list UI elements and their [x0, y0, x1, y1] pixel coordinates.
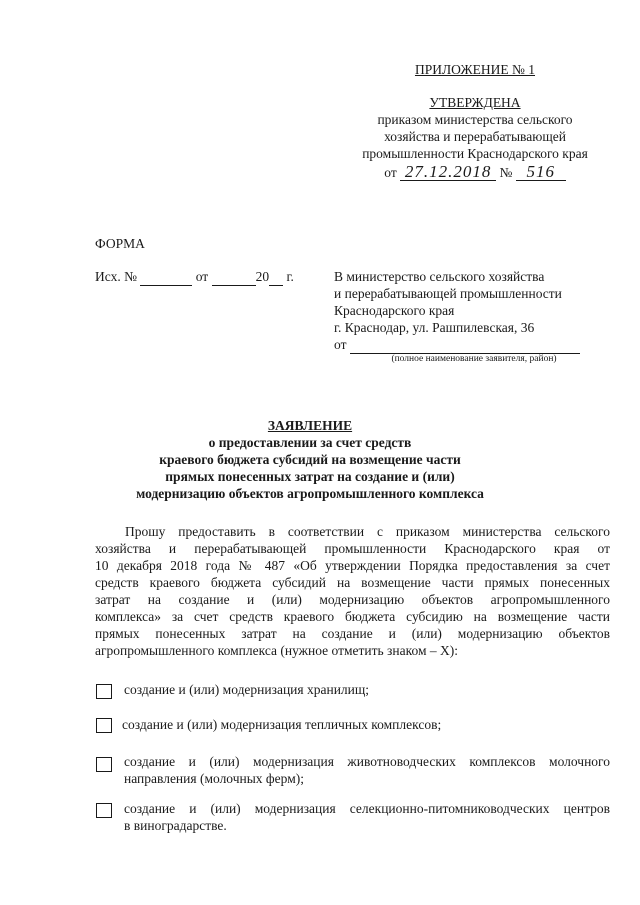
body-line: затрат на создание и (или) модернизацию объектов агропромышленного [95, 592, 610, 607]
handwritten-date: 27.12.2018 [400, 163, 496, 181]
date-prefix: от [384, 165, 397, 180]
approval-date-line [330, 163, 620, 181]
option-dairy-line-2: направления (молочных ферм); [124, 771, 304, 786]
approved-line-3: промышленности Краснодарского края [362, 146, 588, 161]
approved-line-1: приказом министерства сельского [377, 112, 573, 127]
number-prefix: № [499, 165, 513, 180]
option-dairy-text [124, 753, 610, 787]
outgoing-date-field[interactable] [212, 268, 256, 286]
approved-line-2: хозяйства и перерабатывающей [384, 129, 566, 144]
appendix-title [390, 61, 560, 78]
body-line: комплекса» за счет средств краевого бюджета субсидию на возмещение части [95, 609, 610, 624]
body-line: агропромышленного комплекса (нужное отметить знаком – X): [95, 643, 459, 658]
addressee-block [334, 268, 624, 365]
outgoing-year-field[interactable] [269, 268, 283, 286]
option-vineyard-line-1: создание и (или) модернизация селекционно-питомниководческих центров [124, 801, 610, 816]
applicant-hint: (полное наименование заявителя, район) [391, 354, 557, 364]
addressee-line-1: В министерство сельского хозяйства [334, 269, 545, 284]
statement-line-1: о предоставлении за счет средств [208, 435, 412, 450]
option-greenhouse-checkbox[interactable] [96, 718, 112, 733]
outgoing-number-field[interactable] [140, 268, 192, 286]
statement-line-2: краевого бюджета субсидий на возмещение части [159, 452, 461, 467]
statement-title: ЗАЯВЛЕНИЕ [267, 418, 353, 433]
statement-line-4: модернизацию объектов агропромышленного комплекса [136, 486, 484, 501]
option-dairy-line-1: создание и (или) модернизация животноводческих комплексов молочного [124, 754, 610, 769]
handwritten-number: 516 [516, 163, 566, 181]
applicant-from-label: от [334, 337, 347, 352]
option-storage-checkbox[interactable] [96, 684, 112, 699]
outgoing-number-label: Исх. № [95, 269, 137, 284]
outgoing-from-label: от [195, 269, 209, 284]
applicant-name-field[interactable] [350, 336, 580, 354]
approval-block [330, 94, 620, 181]
option-greenhouse-label: создание и (или) модернизация тепличных комплексов; [122, 717, 442, 732]
addressee-line-2: и перерабатывающей промышленности [334, 286, 562, 301]
option-storage-label: создание и (или) модернизация хранилищ; [124, 682, 370, 697]
appendix-label: ПРИЛОЖЕНИЕ № 1 [414, 62, 536, 77]
body-line: прямых понесенных затрат на создание и (или) модернизацию объектов [95, 626, 610, 641]
request-paragraph [95, 523, 610, 659]
addressee-line-3: Краснодарского края [334, 303, 455, 318]
option-dairy-checkbox[interactable] [96, 757, 112, 772]
approved-label: УТВЕРЖДЕНА [429, 95, 521, 110]
option-vineyard-line-2: в виноградарстве. [124, 818, 227, 833]
body-line: 10 декабря 2018 года № 487 «Об утверждении Порядка предоставления за счет [95, 558, 610, 573]
option-vineyard-text [124, 800, 610, 834]
addressee-line-4: г. Краснодар, ул. Рашпилевская, 36 [334, 320, 535, 335]
body-line: хозяйства и перерабатывающей промышленности Краснодарского края от [95, 541, 610, 556]
body-line: средств краевого бюджета субсидий на возмещение части прямых понесенных [95, 575, 610, 590]
outgoing-year-suffix: г. [286, 269, 294, 284]
applicant-line [334, 336, 624, 354]
statement-line-3: прямых понесенных затрат на создание и (или) [165, 469, 455, 484]
body-line: Прошу предоставить в соответствии с приказом министерства сельского [125, 524, 610, 539]
statement-heading [100, 417, 520, 502]
form-label: ФОРМА [95, 236, 145, 251]
option-vineyard-checkbox[interactable] [96, 803, 112, 818]
outgoing-number-line [95, 268, 325, 286]
outgoing-year-label: 20 [255, 269, 270, 284]
